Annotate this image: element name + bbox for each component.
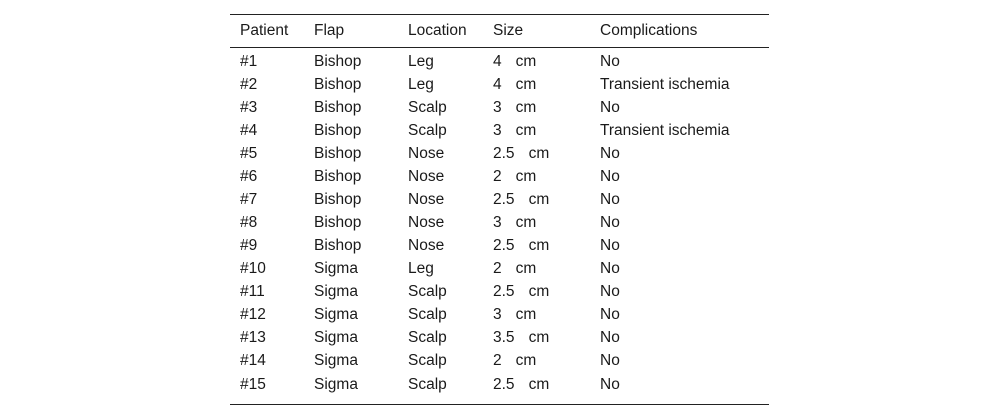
cell-size xyxy=(483,142,590,165)
table-row xyxy=(230,234,769,257)
size-value: 2.5 xyxy=(493,236,515,254)
cell-complications: No xyxy=(600,190,620,208)
cell-complications: No xyxy=(600,144,620,162)
column-header-flap: Flap xyxy=(314,22,345,39)
size-unit: cm xyxy=(528,144,550,162)
cell-complications: No xyxy=(600,52,620,70)
cell-size xyxy=(483,96,590,119)
size-value: 2 xyxy=(493,351,502,369)
size-value: 2.5 xyxy=(493,376,515,393)
cell-complications: Transient ischemia xyxy=(600,121,730,139)
patient-flap-table-container xyxy=(230,14,769,405)
cell-patient: #14 xyxy=(240,351,266,369)
cell-complications: No xyxy=(600,167,620,185)
table-header xyxy=(230,15,769,48)
table-row xyxy=(230,303,769,326)
cell-complications: Transient ischemia xyxy=(600,75,730,93)
cell-patient: #10 xyxy=(240,259,266,277)
cell-complications: No xyxy=(600,328,620,346)
cell-size xyxy=(483,372,590,405)
table-row xyxy=(230,96,769,119)
table-row xyxy=(230,280,769,303)
cell-size xyxy=(483,73,590,96)
cell-size xyxy=(483,234,590,257)
cell-flap: Bishop xyxy=(314,167,362,185)
cell-complications: No xyxy=(600,282,620,300)
table-body xyxy=(230,48,769,405)
size-unit: cm xyxy=(515,52,537,70)
cell-size xyxy=(483,48,590,74)
cell-flap: Sigma xyxy=(314,328,358,346)
size-value: 4 xyxy=(493,75,502,93)
cell-patient: #11 xyxy=(240,282,265,300)
size-unit: cm xyxy=(515,213,537,231)
size-unit: cm xyxy=(515,259,537,277)
cell-patient: #12 xyxy=(240,305,266,323)
table-row xyxy=(230,188,769,211)
cell-size xyxy=(483,211,590,234)
size-value: 3 xyxy=(493,305,502,323)
size-unit: cm xyxy=(528,328,550,346)
cell-flap: Bishop xyxy=(314,190,362,208)
size-value: 2 xyxy=(493,167,502,185)
size-unit: cm xyxy=(515,167,537,185)
table-row xyxy=(230,372,769,405)
table-row xyxy=(230,142,769,165)
table-row xyxy=(230,349,769,372)
cell-patient: #15 xyxy=(240,376,266,393)
cell-complications: No xyxy=(600,98,620,116)
table-row xyxy=(230,119,769,142)
size-unit: cm xyxy=(528,376,550,393)
cell-location: Leg xyxy=(408,75,434,93)
cell-flap: Sigma xyxy=(314,351,358,369)
cell-location: Scalp xyxy=(408,328,447,346)
cell-patient: #4 xyxy=(240,121,258,139)
size-value: 2.5 xyxy=(493,144,515,162)
table-row xyxy=(230,257,769,280)
cell-location: Scalp xyxy=(408,305,447,323)
size-unit: cm xyxy=(528,190,550,208)
header-row xyxy=(230,15,769,48)
size-value: 4 xyxy=(493,52,502,70)
cell-flap: Sigma xyxy=(314,282,358,300)
cell-flap: Bishop xyxy=(314,75,362,93)
column-header-size: Size xyxy=(493,22,524,39)
cell-patient: #3 xyxy=(240,98,258,116)
cell-flap: Sigma xyxy=(314,305,358,323)
size-value: 3 xyxy=(493,98,502,116)
cell-location: Scalp xyxy=(408,351,447,369)
cell-complications: No xyxy=(600,213,620,231)
cell-complications: No xyxy=(600,259,620,277)
size-unit: cm xyxy=(515,351,537,369)
column-header-complications: Complications xyxy=(600,22,698,39)
cell-flap: Bishop xyxy=(314,144,362,162)
cell-location: Scalp xyxy=(408,121,447,139)
column-header-location: Location xyxy=(408,22,467,39)
cell-patient: #8 xyxy=(240,213,258,231)
table-row xyxy=(230,326,769,349)
table-row xyxy=(230,211,769,234)
table-row xyxy=(230,165,769,188)
cell-size xyxy=(483,188,590,211)
cell-complications: No xyxy=(600,305,620,323)
cell-size xyxy=(483,119,590,142)
size-value: 2.5 xyxy=(493,190,515,208)
cell-complications: No xyxy=(600,351,620,369)
size-unit: cm xyxy=(515,305,537,323)
size-unit: cm xyxy=(515,98,537,116)
size-value: 3.5 xyxy=(493,328,515,346)
cell-location: Scalp xyxy=(408,376,447,393)
cell-flap: Bishop xyxy=(314,121,362,139)
size-unit: cm xyxy=(528,282,550,300)
cell-patient: #5 xyxy=(240,144,258,162)
cell-patient: #1 xyxy=(240,52,258,70)
cell-flap: Sigma xyxy=(314,376,358,393)
cell-location: Nose xyxy=(408,213,445,231)
cell-size xyxy=(483,303,590,326)
cell-location: Nose xyxy=(408,167,445,185)
cell-size xyxy=(483,280,590,303)
size-value: 3 xyxy=(493,121,502,139)
cell-patient: #9 xyxy=(240,236,258,254)
cell-complications: No xyxy=(600,236,620,254)
column-header-patient: Patient xyxy=(240,22,289,39)
cell-size xyxy=(483,257,590,280)
cell-patient: #2 xyxy=(240,75,258,93)
size-unit: cm xyxy=(528,236,550,254)
cell-location: Nose xyxy=(408,190,445,208)
cell-size xyxy=(483,349,590,372)
cell-location: Scalp xyxy=(408,282,447,300)
size-unit: cm xyxy=(515,75,537,93)
cell-size xyxy=(483,165,590,188)
size-unit: cm xyxy=(515,121,537,139)
cell-flap: Sigma xyxy=(314,259,358,277)
size-value: 2.5 xyxy=(493,282,515,300)
cell-patient: #13 xyxy=(240,328,266,346)
cell-location: Scalp xyxy=(408,98,447,116)
cell-patient: #7 xyxy=(240,190,258,208)
cell-location: Leg xyxy=(408,52,434,70)
cell-location: Nose xyxy=(408,236,445,254)
cell-location: Leg xyxy=(408,259,434,277)
cell-flap: Bishop xyxy=(314,213,362,231)
patient-flap-table xyxy=(230,14,769,405)
table-row xyxy=(230,73,769,96)
cell-complications: No xyxy=(600,376,620,393)
size-value: 3 xyxy=(493,213,502,231)
cell-size xyxy=(483,326,590,349)
cell-patient: #6 xyxy=(240,167,258,185)
cell-location: Nose xyxy=(408,144,445,162)
cell-flap: Bishop xyxy=(314,98,362,116)
size-value: 2 xyxy=(493,259,502,277)
cell-flap: Bishop xyxy=(314,236,362,254)
table-row xyxy=(230,48,769,74)
cell-flap: Bishop xyxy=(314,52,362,70)
